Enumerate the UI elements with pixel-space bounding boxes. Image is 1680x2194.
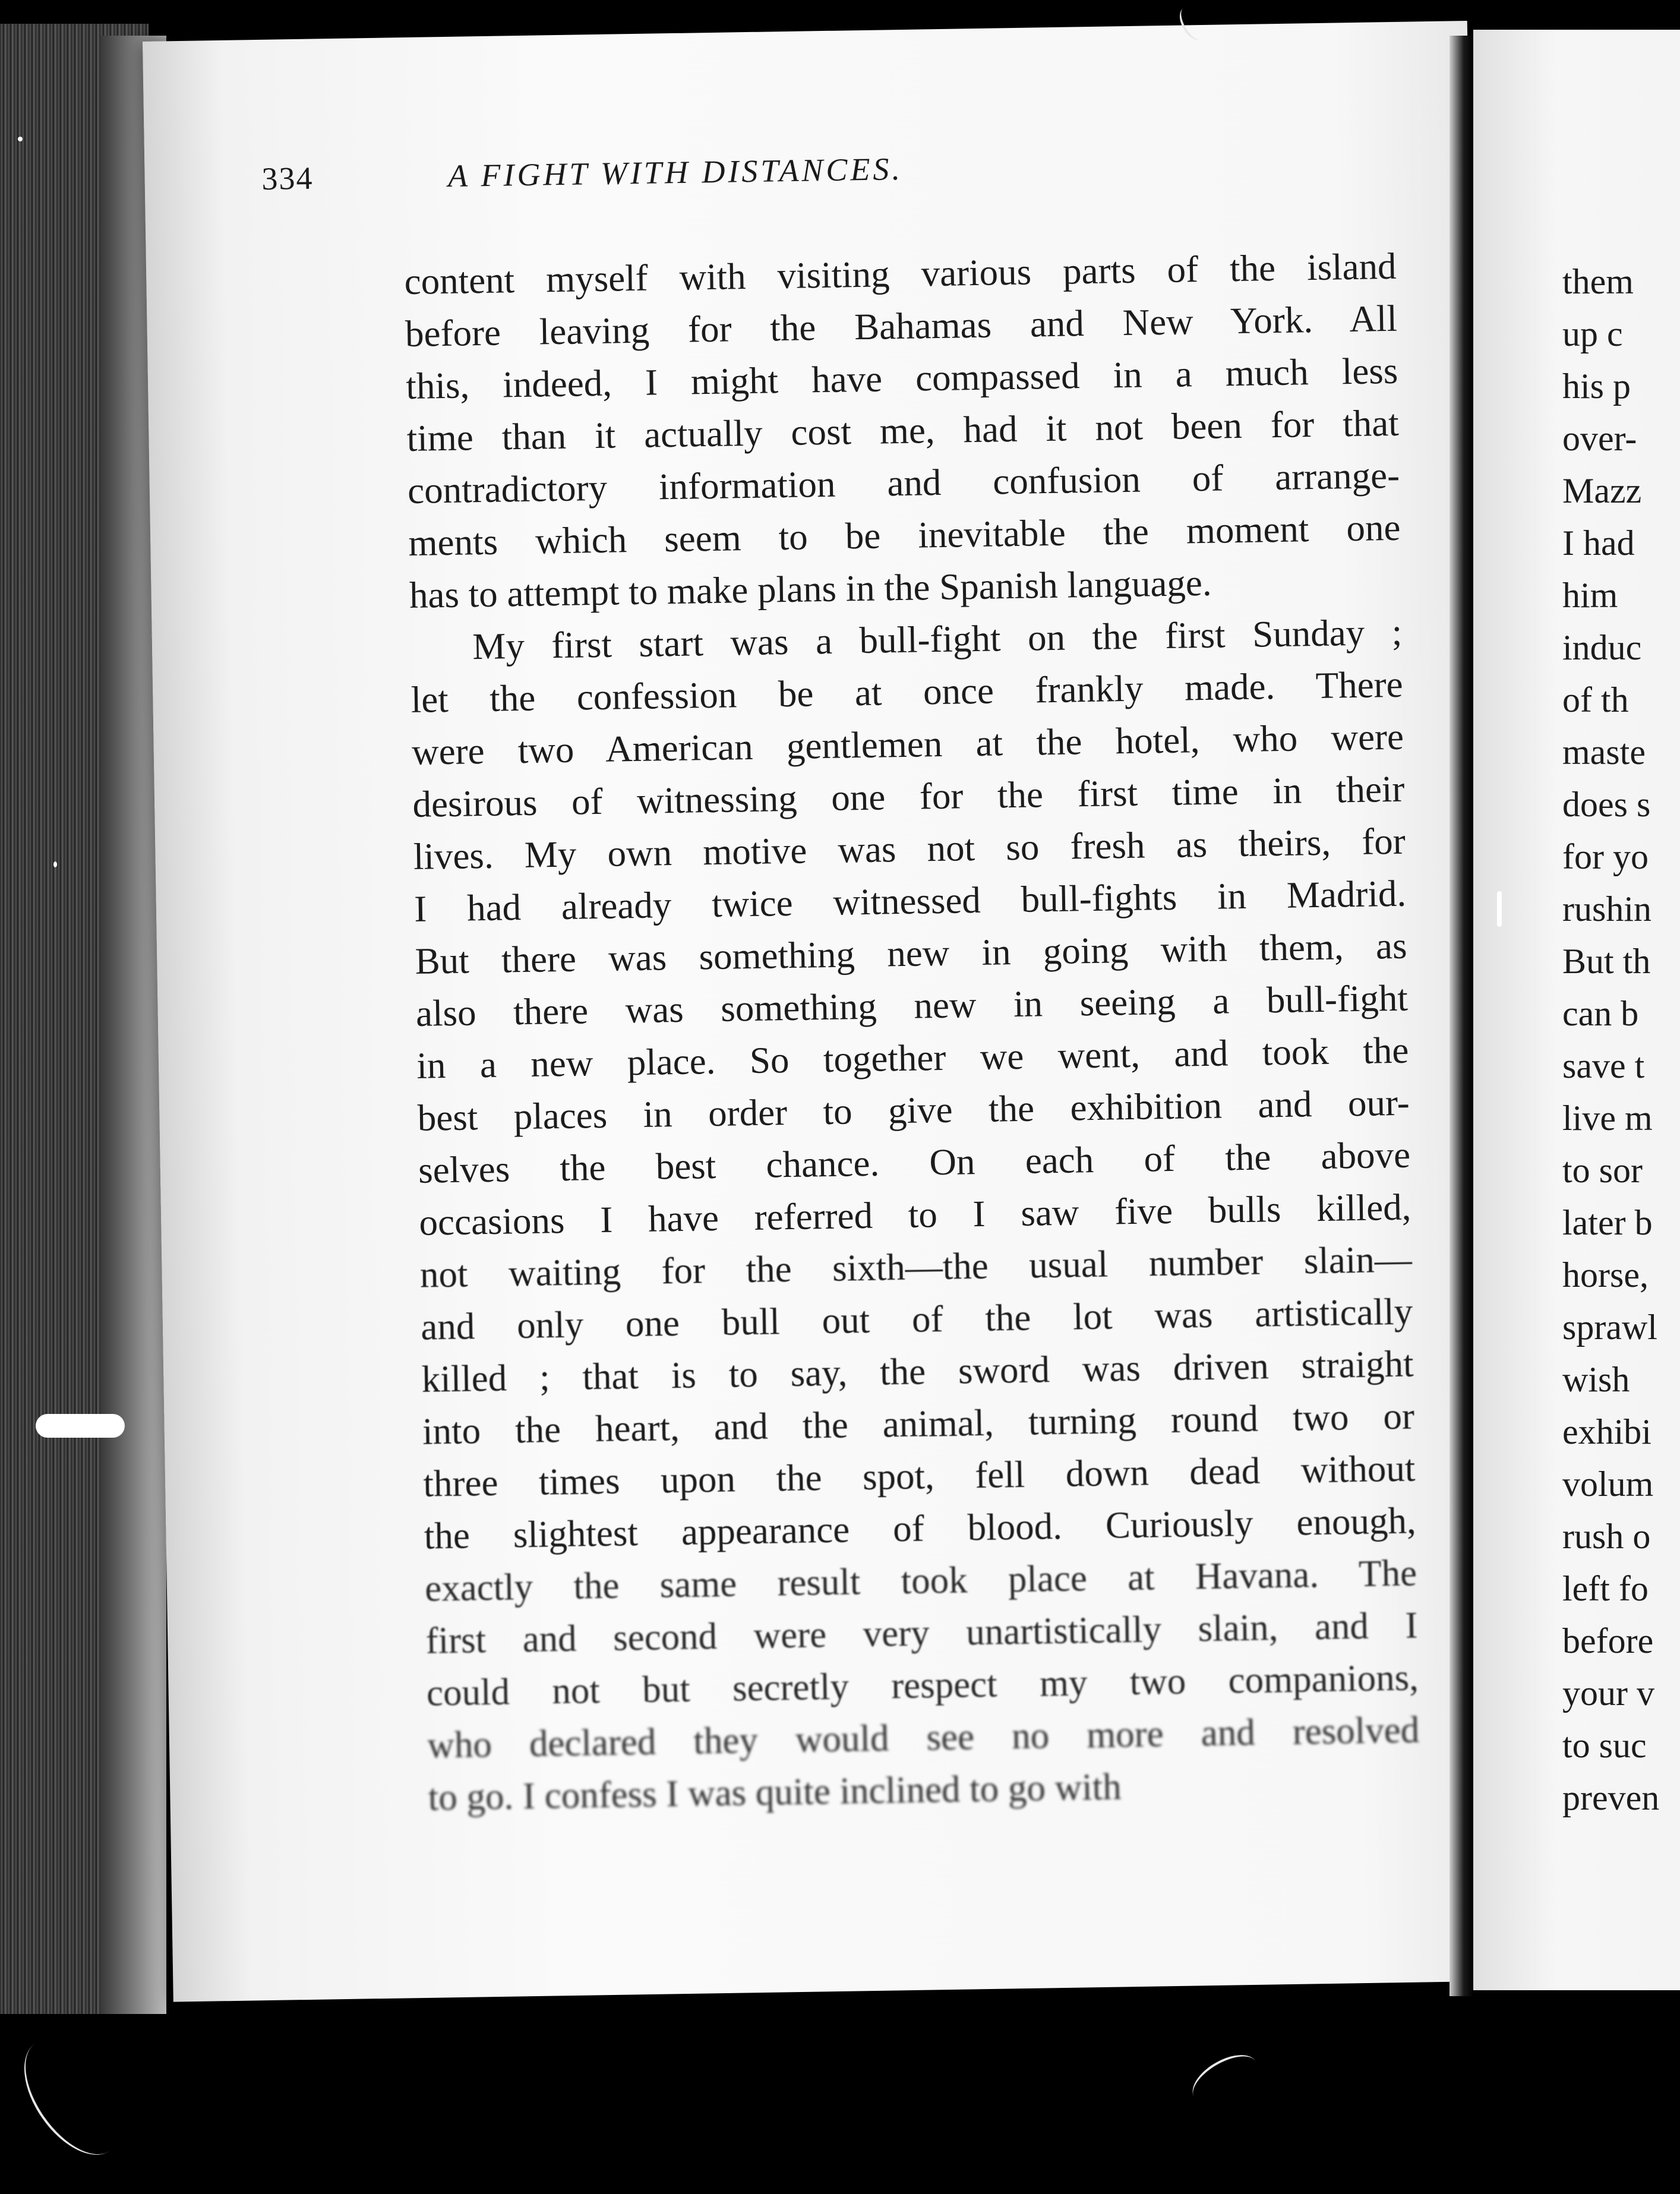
- text-line: not waiting for the sixth—the usual number slain—: [419, 1238, 1413, 1296]
- film-scratch: [1185, 2045, 1265, 2113]
- text-line: could not but secretly respect my two companions,: [426, 1656, 1419, 1714]
- text-fragment: can b: [1562, 994, 1639, 1033]
- text-line: My first start was a bull-fight on the first Sunday ;: [472, 611, 1403, 668]
- text-line: in a new place. So together we went, and took the: [416, 1029, 1409, 1087]
- dust-speck: [1497, 891, 1502, 927]
- text-line: who declared they would see no more and resolved: [427, 1709, 1420, 1766]
- text-fragment: left fo: [1562, 1569, 1649, 1608]
- text-fragment: volum: [1562, 1464, 1654, 1504]
- text-fragment: maste: [1562, 733, 1646, 772]
- text-fragment: Mazz: [1562, 471, 1642, 510]
- dust-speck: [18, 137, 23, 141]
- book-gutter: [1450, 36, 1473, 1996]
- text-line: and only one bull out of the lot was artistically: [420, 1290, 1413, 1348]
- dust-speck: [53, 861, 57, 867]
- text-line: this, indeed, I might have compassed in a much less: [405, 349, 1398, 407]
- text-fragment: I had: [1562, 523, 1635, 563]
- text-fragment: save t: [1562, 1046, 1645, 1085]
- dust-speck: [36, 1414, 125, 1438]
- text-line: But there was something new in going with them, as: [415, 924, 1408, 982]
- text-line: were two American gentlemen at the hotel, who were: [411, 715, 1404, 773]
- text-fragment: live m: [1562, 1098, 1653, 1138]
- text-line: contradictory information and confusion of arrange-: [407, 454, 1400, 512]
- text-line: also there was something new in seeing a bull-fight: [415, 977, 1409, 1034]
- text-line: first and second were very unartistically slain, and I: [425, 1604, 1418, 1662]
- text-fragment: of th: [1562, 680, 1629, 719]
- text-fragment: to suc: [1562, 1726, 1647, 1765]
- text-fragment: preven: [1562, 1778, 1660, 1817]
- text-line: exactly the same result took place at Havana. The: [424, 1552, 1417, 1609]
- text-line: has to attempt to make plans in the Spanish language.: [409, 561, 1212, 616]
- text-fragment: sprawl: [1562, 1308, 1657, 1347]
- text-fragment: horse,: [1562, 1255, 1649, 1295]
- text-fragment: over-: [1562, 419, 1637, 458]
- text-fragment: But th: [1562, 942, 1651, 981]
- text-line: desirous of witnessing one for the first time in their: [412, 768, 1405, 825]
- left-page-text: [404, 240, 1420, 1824]
- text-fragment: to sor: [1562, 1151, 1643, 1190]
- film-scratch: [5, 2022, 140, 2171]
- text-line: ments which seem to be inevitable the moment one: [408, 506, 1401, 564]
- running-title: A FIGHT WITH DISTANCES.: [447, 151, 904, 194]
- right-page-clip: [1562, 255, 1680, 1860]
- text-line: best places in order to give the exhibition and our-: [417, 1081, 1410, 1139]
- text-line: lives. My own motive was not so fresh as theirs, for: [413, 820, 1406, 877]
- text-fragment: them: [1562, 262, 1634, 301]
- text-fragment: wish: [1562, 1360, 1630, 1399]
- page-number: 334: [261, 160, 314, 197]
- text-line: into the heart, and the animal, turning round two or: [422, 1395, 1415, 1453]
- text-fragment: does s: [1562, 785, 1651, 824]
- text-line: three times upon the spot, fell down dead without: [422, 1447, 1416, 1505]
- text-line: occasions I have referred to I saw five bulls killed,: [419, 1186, 1411, 1243]
- text-fragment: up c: [1562, 314, 1623, 353]
- text-fragment: later b: [1562, 1203, 1653, 1242]
- text-fragment: rush o: [1562, 1517, 1651, 1556]
- text-line: time than it actually cost me, had it not been for that: [406, 402, 1400, 459]
- text-fragment: exhibi: [1562, 1412, 1651, 1451]
- text-fragment: before: [1562, 1621, 1654, 1661]
- text-fragment: him: [1562, 576, 1618, 615]
- text-line: let the confession be at once frankly made. There: [410, 663, 1404, 721]
- text-fragment: induc: [1562, 628, 1642, 667]
- right-page-text: [1562, 255, 1680, 1824]
- text-line: before leaving for the Bahamas and New York. All: [405, 297, 1398, 355]
- text-fragment: rushin: [1562, 889, 1651, 929]
- text-fragment: your v: [1562, 1674, 1654, 1713]
- text-line: to go. I confess I was quite inclined to go with: [428, 1766, 1122, 1819]
- text-line: selves the best chance. On each of the above: [418, 1134, 1411, 1191]
- text-line: killed ; that is to say, the sword was driven straight: [421, 1343, 1414, 1400]
- text-fragment: his p: [1562, 367, 1631, 406]
- text-fragment: for yo: [1562, 837, 1649, 876]
- text-line: the slightest appearance of blood. Curiously enough,: [424, 1500, 1417, 1557]
- text-line: content myself with visiting various parts of the island: [404, 245, 1397, 302]
- text-line: I had already twice witnessed bull-fights in Madrid.: [413, 872, 1407, 930]
